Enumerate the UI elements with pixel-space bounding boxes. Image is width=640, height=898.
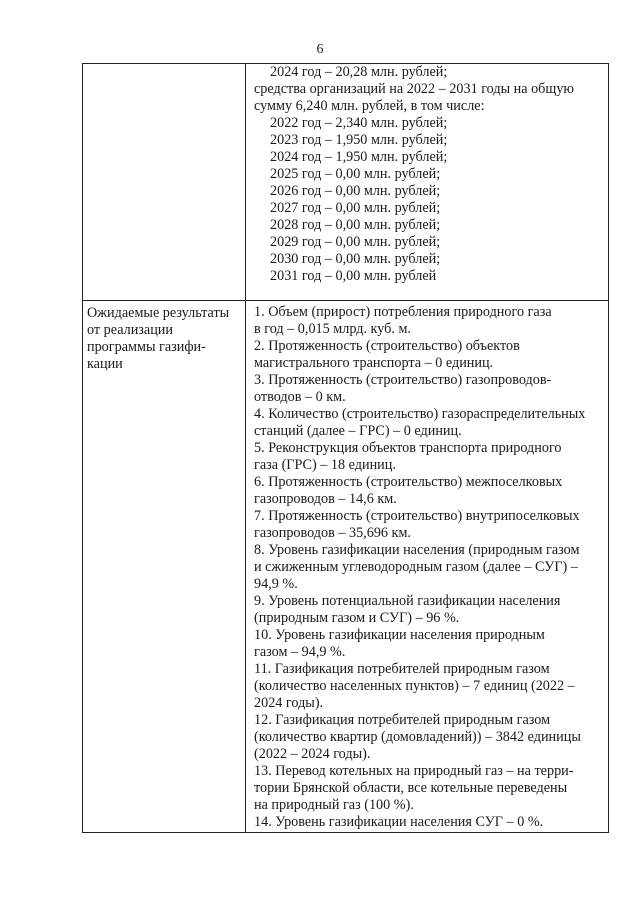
funding-line: 2023 год – 1,950 млн. рублей; xyxy=(270,132,448,148)
result-line: (2022 – 2024 годы). xyxy=(254,746,371,762)
funding-line: 2030 год – 0,00 млн. рублей; xyxy=(270,251,441,267)
result-line: 2024 годы). xyxy=(254,695,324,711)
result-line: 9. Уровень потенциальной газификации населения xyxy=(254,593,561,609)
funding-line: 2031 год – 0,00 млн. рублей xyxy=(270,268,437,284)
funding-line: 2027 год – 0,00 млн. рублей; xyxy=(270,200,441,216)
funding-line: средства организаций на 2022 – 2031 годы на общую xyxy=(254,81,575,97)
result-line: 14. Уровень газификации населения СУГ – 0 %. xyxy=(254,814,544,830)
result-line: 1. Объем (прирост) потребления природного газа xyxy=(254,304,552,320)
result-line: отводов – 0 км. xyxy=(254,389,346,405)
result-line: 11. Газификация потребителей природным газом xyxy=(254,661,550,677)
funding-line: сумму 6,240 млн. рублей, в том числе: xyxy=(254,98,485,114)
funding-line: 2028 год – 0,00 млн. рублей; xyxy=(270,217,441,233)
funding-line: 2029 год – 0,00 млн. рублей; xyxy=(270,234,441,250)
result-line: (природным газом и СУГ) – 96 %. xyxy=(254,610,460,626)
funding-lines xyxy=(246,64,608,285)
expected-results-cell xyxy=(246,301,609,833)
funding-line: 2025 год – 0,00 млн. рублей; xyxy=(270,166,441,182)
row-label-cell xyxy=(83,301,246,833)
result-line: газопроводов – 35,696 км. xyxy=(254,525,411,541)
result-line: 4. Количество (строительство) газораспределительных xyxy=(254,406,586,422)
row-label xyxy=(83,64,245,68)
expected-results-label: Ожидаемые результаты от реализации программы газифи- кации xyxy=(87,305,230,372)
expected-results-lines xyxy=(246,304,608,831)
result-line: газопроводов – 14,6 км. xyxy=(254,491,397,507)
program-table xyxy=(82,63,609,833)
funding-line: 2022 год – 2,340 млн. рублей; xyxy=(270,115,448,131)
page-number: 6 xyxy=(316,42,324,57)
row-label-cell xyxy=(83,64,246,301)
result-line: (количество населенных пунктов) – 7 единиц (2022 – xyxy=(254,678,575,694)
result-line: 3. Протяженность (строительство) газопроводов- xyxy=(254,372,552,388)
result-line: станций (далее – ГРС) – 0 единиц. xyxy=(254,423,462,439)
result-line: газом – 94,9 %. xyxy=(254,644,346,660)
funding-line: 2024 год – 20,28 млн. рублей; xyxy=(270,64,448,80)
funding-line: 2024 год – 1,950 млн. рублей; xyxy=(270,149,448,165)
table-row xyxy=(83,301,609,833)
result-line: 2. Протяженность (строительство) объектов xyxy=(254,338,520,354)
result-line: магистрального транспорта – 0 единиц. xyxy=(254,355,494,371)
funding-cell xyxy=(246,64,609,301)
result-line: 7. Протяженность (строительство) внутрипоселковых xyxy=(254,508,580,524)
result-line: и сжиженным углеводородным газом (далее – СУГ) – xyxy=(254,559,578,575)
result-line: в год – 0,015 млрд. куб. м. xyxy=(254,321,411,337)
result-line: 5. Реконструкция объектов транспорта природного xyxy=(254,440,562,456)
result-line: 6. Протяженность (строительство) межпоселковых xyxy=(254,474,563,490)
result-line: 13. Перевод котельных на природный газ – на терри- xyxy=(254,763,574,779)
funding-line: 2026 год – 0,00 млн. рублей; xyxy=(270,183,441,199)
result-line: 12. Газификация потребителей природным газом xyxy=(254,712,551,728)
table-row xyxy=(83,64,609,301)
result-line: на природный газ (100 %). xyxy=(254,797,414,813)
result-line: 8. Уровень газификации населения (природным газом xyxy=(254,542,580,558)
result-line: 94,9 %. xyxy=(254,576,298,592)
result-line: (количество квартир (домовладений)) – 3842 единицы xyxy=(254,729,581,745)
result-line: 10. Уровень газификации населения природным xyxy=(254,627,545,643)
result-line: тории Брянской области, все котельные переведены xyxy=(254,780,568,796)
result-line: газа (ГРС) – 18 единиц. xyxy=(254,457,396,473)
